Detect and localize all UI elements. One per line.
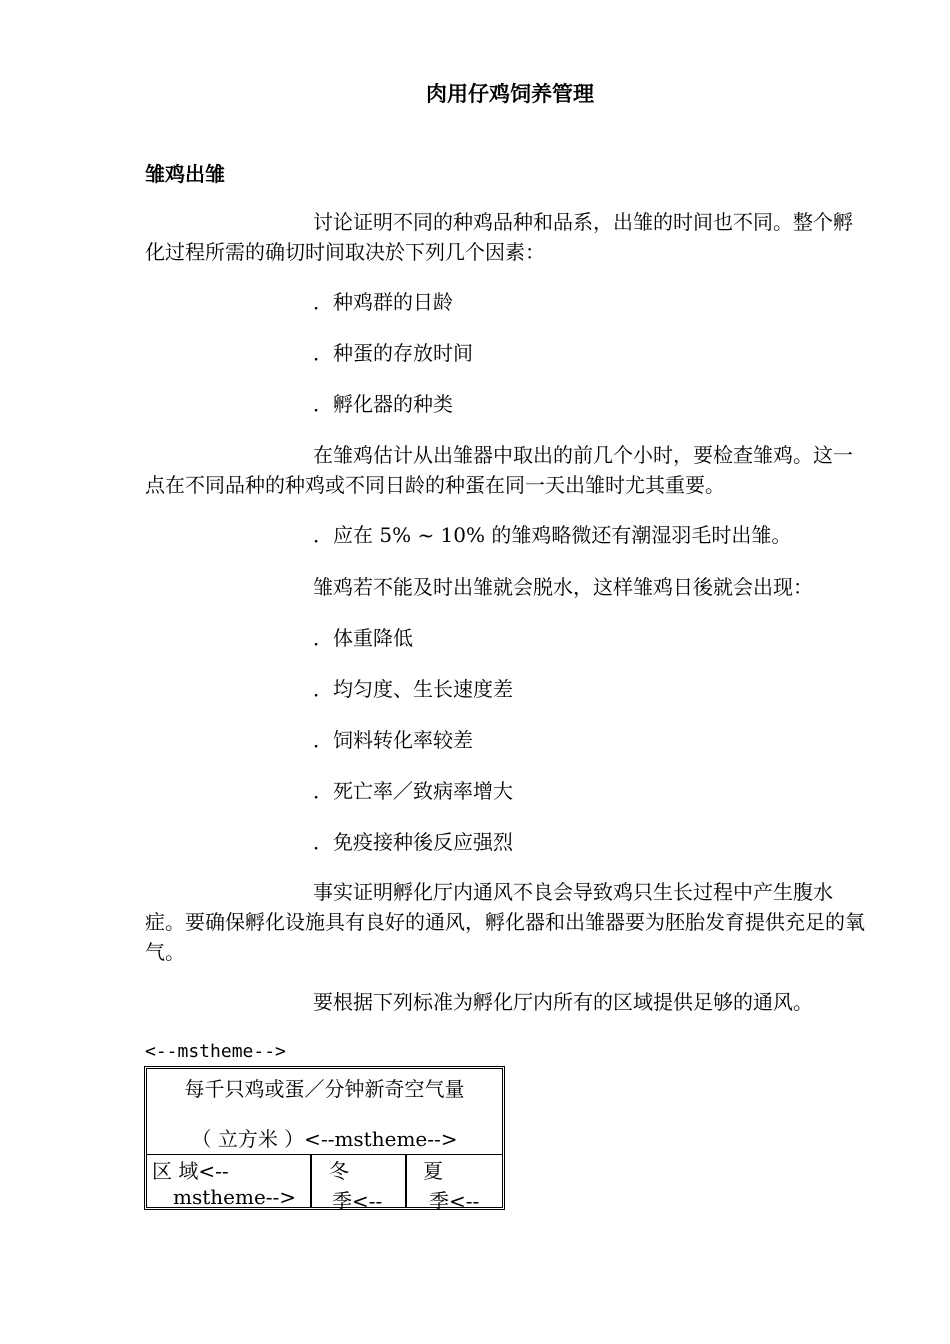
mstheme-tag: <--mstheme--> [145,1041,286,1062]
list-item: ．体重降低 [313,626,413,650]
table-header-line: 每千只鸡或蛋／分钟新奇空气量 [184,1077,465,1101]
list-item: ．孵化器的种类 [313,392,453,416]
table-header-unit: （ 立方米 ）<--mstheme--> [191,1127,458,1151]
list-item: ．免疫接种後反应强烈 [313,830,513,854]
list-item: ．死亡率／致病率增大 [313,779,513,803]
ventilation-table [144,1066,505,1213]
list-item: ．应在 5% ~ 10% 的雏鸡略微还有潮湿羽毛时出雏。 [313,523,792,547]
section-heading: 雏鸡出雏 [145,162,225,186]
table-cell-area [147,1155,312,1207]
list-item: ．种鸡群的日龄 [313,290,453,314]
paragraph-ventilation: 事实证明孵化厅内通风不良会导致鸡只生长过程中产生腹水症。要确保孵化设施具有良好的通风，孵化器和出雏器要为胚胎发育提供充足的氧气。 [145,880,865,964]
list-item: ．种蛋的存放时间 [313,341,473,365]
list-item: ．饲料转化率较差 [313,728,473,752]
list-item: ．均匀度、生长速度差 [313,677,513,701]
table-cell-winter [312,1155,407,1213]
paragraph-intro: 讨论证明不同的种鸡品种和品系，出雏的时间也不同。整个孵化过程所需的确切时间取决於下列几个因素： [145,210,853,264]
cell-text: 区 域<-- [152,1159,229,1183]
cell-text: 季<-- [332,1189,383,1213]
paragraph-check-chicks: 在雏鸡估计从出雏器中取出的前几个小时，要检查雏鸡。这一点在不同品种的种鸡或不同日龄的种蛋在同一天出雏时尤其重要。 [145,443,853,497]
paragraph-dehydration: 雏鸡若不能及时出雏就会脱水，这样雏鸡日後就会出现： [313,575,813,599]
cell-text: 冬 [329,1159,349,1183]
paragraph-standards: 要根据下列标准为孵化厅内所有的区域提供足够的通风。 [313,990,813,1014]
cell-text: 季<-- [429,1189,480,1213]
table-cell-summer [407,1155,502,1213]
document-title: 肉用仔鸡饲养管理 [426,82,594,106]
cell-text: 夏 [423,1159,443,1183]
table-header [147,1069,502,1155]
cell-text: mstheme--> [173,1185,297,1209]
